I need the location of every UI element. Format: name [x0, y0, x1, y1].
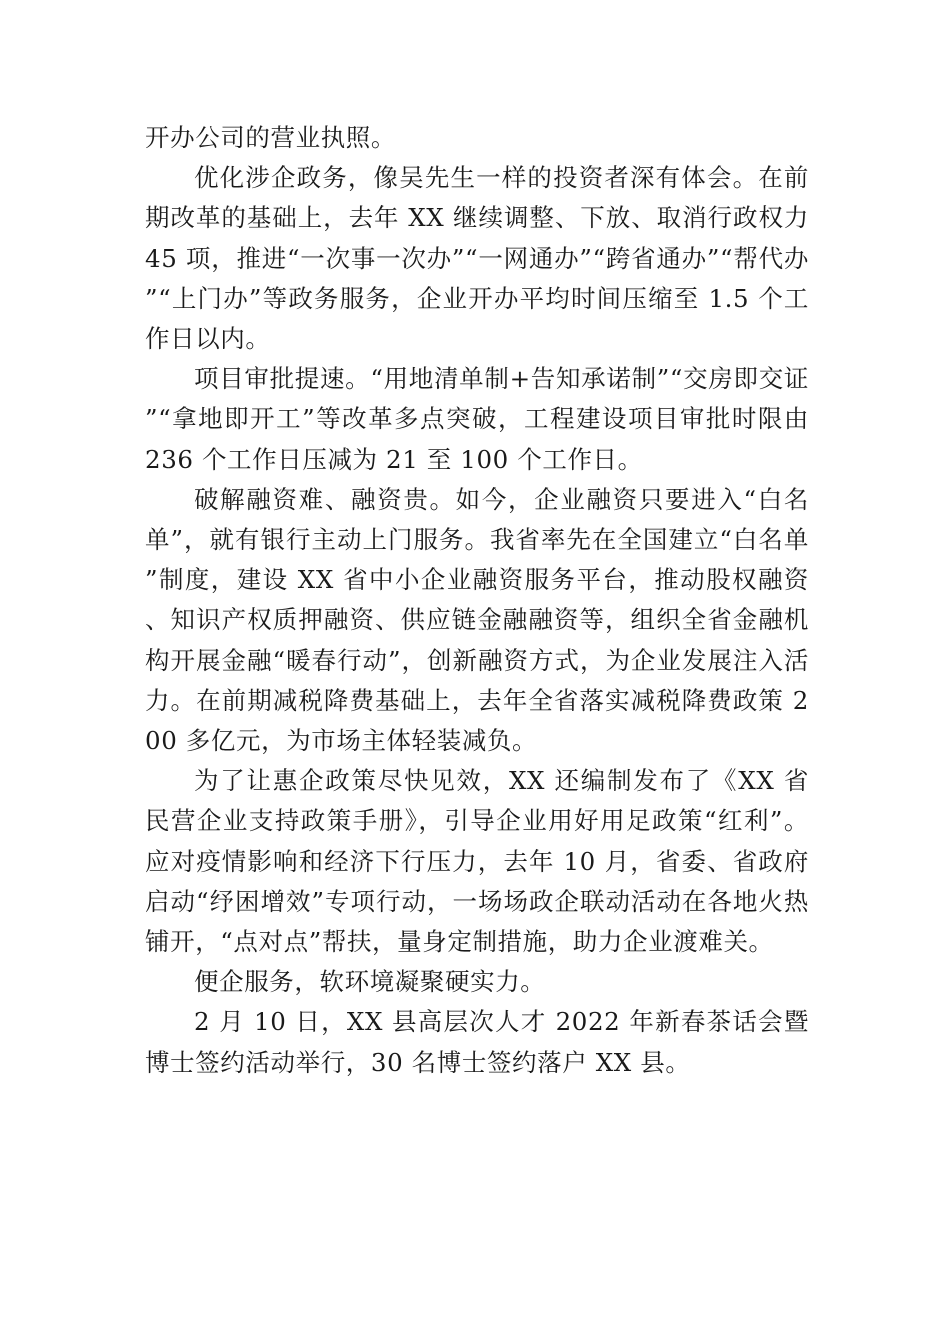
paragraph-6: 便企服务，软环境凝聚硬实力。 — [194, 967, 546, 997]
paragraph-5: 为了让惠企政策尽快见效，XX 还编制发布了《XX 省民营企业支持政策手册》，引导企业用好用足政策“红利”。应对疫情影响和经济下行压力，去年 10 月，省委、省政府启动“纾困增效”专项行动，一场场政企联动活动在各地火热铺开，“点对点”帮扶，量身定制措施，助力企业渡难关。 — [145, 766, 809, 957]
paragraph-1: 开办公司的营业执照。 — [145, 123, 396, 152]
paragraph-2: 优化涉企政务，像吴先生一样的投资者深有体会。在前期改革的基础上，去年 XX 继续调整、下放、取消行政权力 45 项，推进“一次事一次办”“一网通办”“跨省通办”“帮代办”“上门办”等政务服务，企业开办平均时间压缩至 1.5 个工作日以内。 — [145, 163, 809, 354]
paragraph-7: 2 月 10 日，XX 县高层次人才 2022 年新春茶话会暨博士签约活动举行，30 名博士签约落户 XX 县。 — [145, 1007, 809, 1077]
document-body — [145, 118, 809, 1083]
paragraph-3: 项目审批提速。“用地清单制+告知承诺制”“交房即交证”“拿地即开工”等改革多点突破，工程建设项目审批时限由 236 个工作日压减为 21 至 100 个工作日。 — [145, 364, 809, 474]
paragraph-4: 破解融资难、融资贵。如今，企业融资只要进入“白名单”，就有银行主动上门服务。我省率先在全国建立“白名单”制度，建设 XX 省中小企业融资服务平台，推动股权融资、知识产权质押融资、供应链金融融资等，组织全省金融机构开展金融“暖春行动”，创新融资方式，为企业发展注入活力。在前期减税降费基础上，去年全省落实减税降费政策 200 多亿元，为市场主体轻装减负。 — [145, 484, 809, 756]
